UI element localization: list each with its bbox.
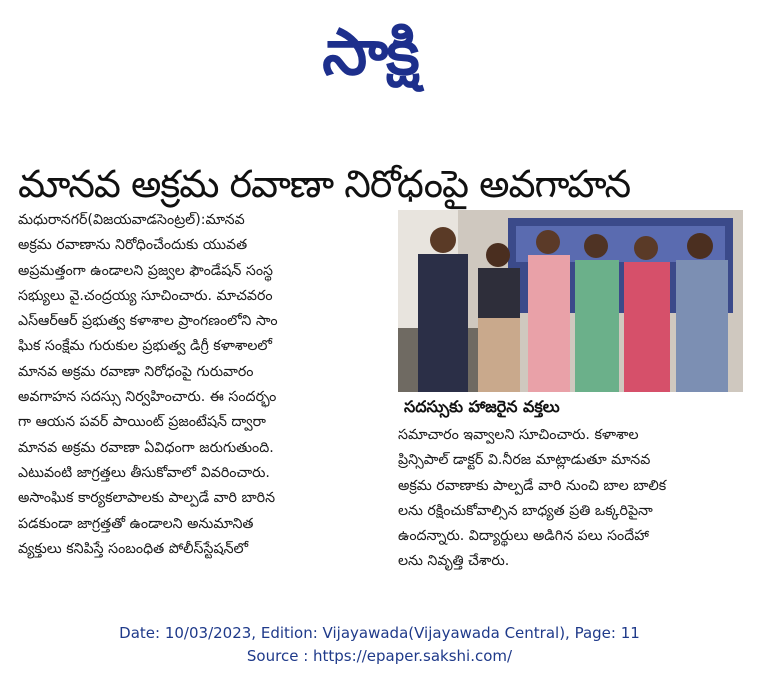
body-line: అప్రమత్తంగా ఉండాలని ప్రజ్వల ఫౌండేషన్‌ సంస్థ (18, 262, 273, 279)
body-line: అక్రమ రవాణాను నిరోధించేందుకు యువత (18, 237, 248, 254)
body-line: ఉందన్నారు. విద్యార్థులు అడిగిన పలు సందేహా (398, 528, 649, 545)
body-line: లను నివృత్తి చేశారు. (398, 553, 510, 570)
article-photo (398, 210, 743, 392)
body-line: అక్రమ రవాణాకు పాల్పడే వారి నుంచి బాల బాలిక (398, 477, 667, 494)
body-line: అసాంఘిక కార్యకలాపాలకు పాల్పడే వారి బారిన (18, 490, 276, 507)
body-line: పడకుండా జాగ్రత్తతో ఉండాలని అనుమానిత (18, 515, 254, 532)
body-line: ప్రిన్సిపాల్‌ డాక్టర్‌ వి.నీరజ మాట్లాడుతూ మానవ (398, 452, 651, 469)
footer-source-link[interactable]: Source : https://epaper.sakshi.com/ (246, 647, 513, 665)
body-line: మానవ అక్రమ రవాణా నిరోధంపై గురువారం (18, 363, 254, 380)
body-line: లను రక్షించుకోవాల్సిన బాధ్యత ప్రతి ఒక్కరిపైనా (398, 502, 653, 519)
body-line: వ్యక్తులు కనిపిస్తే సంబంధిత పోలీస్‌స్టేషన్‌లో (18, 540, 249, 557)
body-line: సభ్యులు వై.చంద్రయ్య సూచించారు. మాచవరం (18, 287, 273, 304)
page-footer (0, 622, 759, 668)
body-line: సమాచారం ఇవ్వాలని సూచించారు. కళాశాల (398, 427, 639, 443)
body-line: గా ఆయన పవర్‌ పాయింట్‌ ప్రజంటేషన్‌ ద్వారా (18, 414, 266, 431)
body-line: ఘిక సంక్షేమ గురుకుల ప్రభుత్వ డిగ్రీ కళాశాలలో (18, 338, 273, 355)
body-line: మానవ అక్రమ రవాణా ఏవిధంగా జరుగుతుంది. (18, 439, 274, 456)
body-line: అవగాహన సదస్సు నిర్వహించారు. ఈ సందర్భం (18, 389, 277, 406)
speakers-photo-illustration (398, 210, 743, 392)
body-line: ఎటువంటి జాగ్రత్తలు తీసుకోవాలో వివరించారు. (18, 464, 270, 481)
photo-caption: సదస్సుకు హాజరైన వక్తలు (404, 397, 560, 416)
masthead-logo: సాక్షి (322, 16, 418, 90)
article-body-left-column (18, 208, 391, 562)
body-line: మధురానగర్‌(విజయవాడసెంట్రల్‌):మానవ (18, 212, 245, 228)
article-headline: మానవ అక్రమ రవాణా నిరోధంపై అవగాహన (18, 162, 631, 206)
article-body-right-column (398, 423, 743, 575)
footer-date-edition: Date: 10/03/2023, Edition: Vijayawada(Vijayawada Central), Page: 11 (119, 624, 640, 642)
body-line: ఎస్‌ఆర్‌ఆర్‌ ప్రభుత్వ కళాశాల ప్రాంగణంలోని సాం (18, 313, 278, 330)
